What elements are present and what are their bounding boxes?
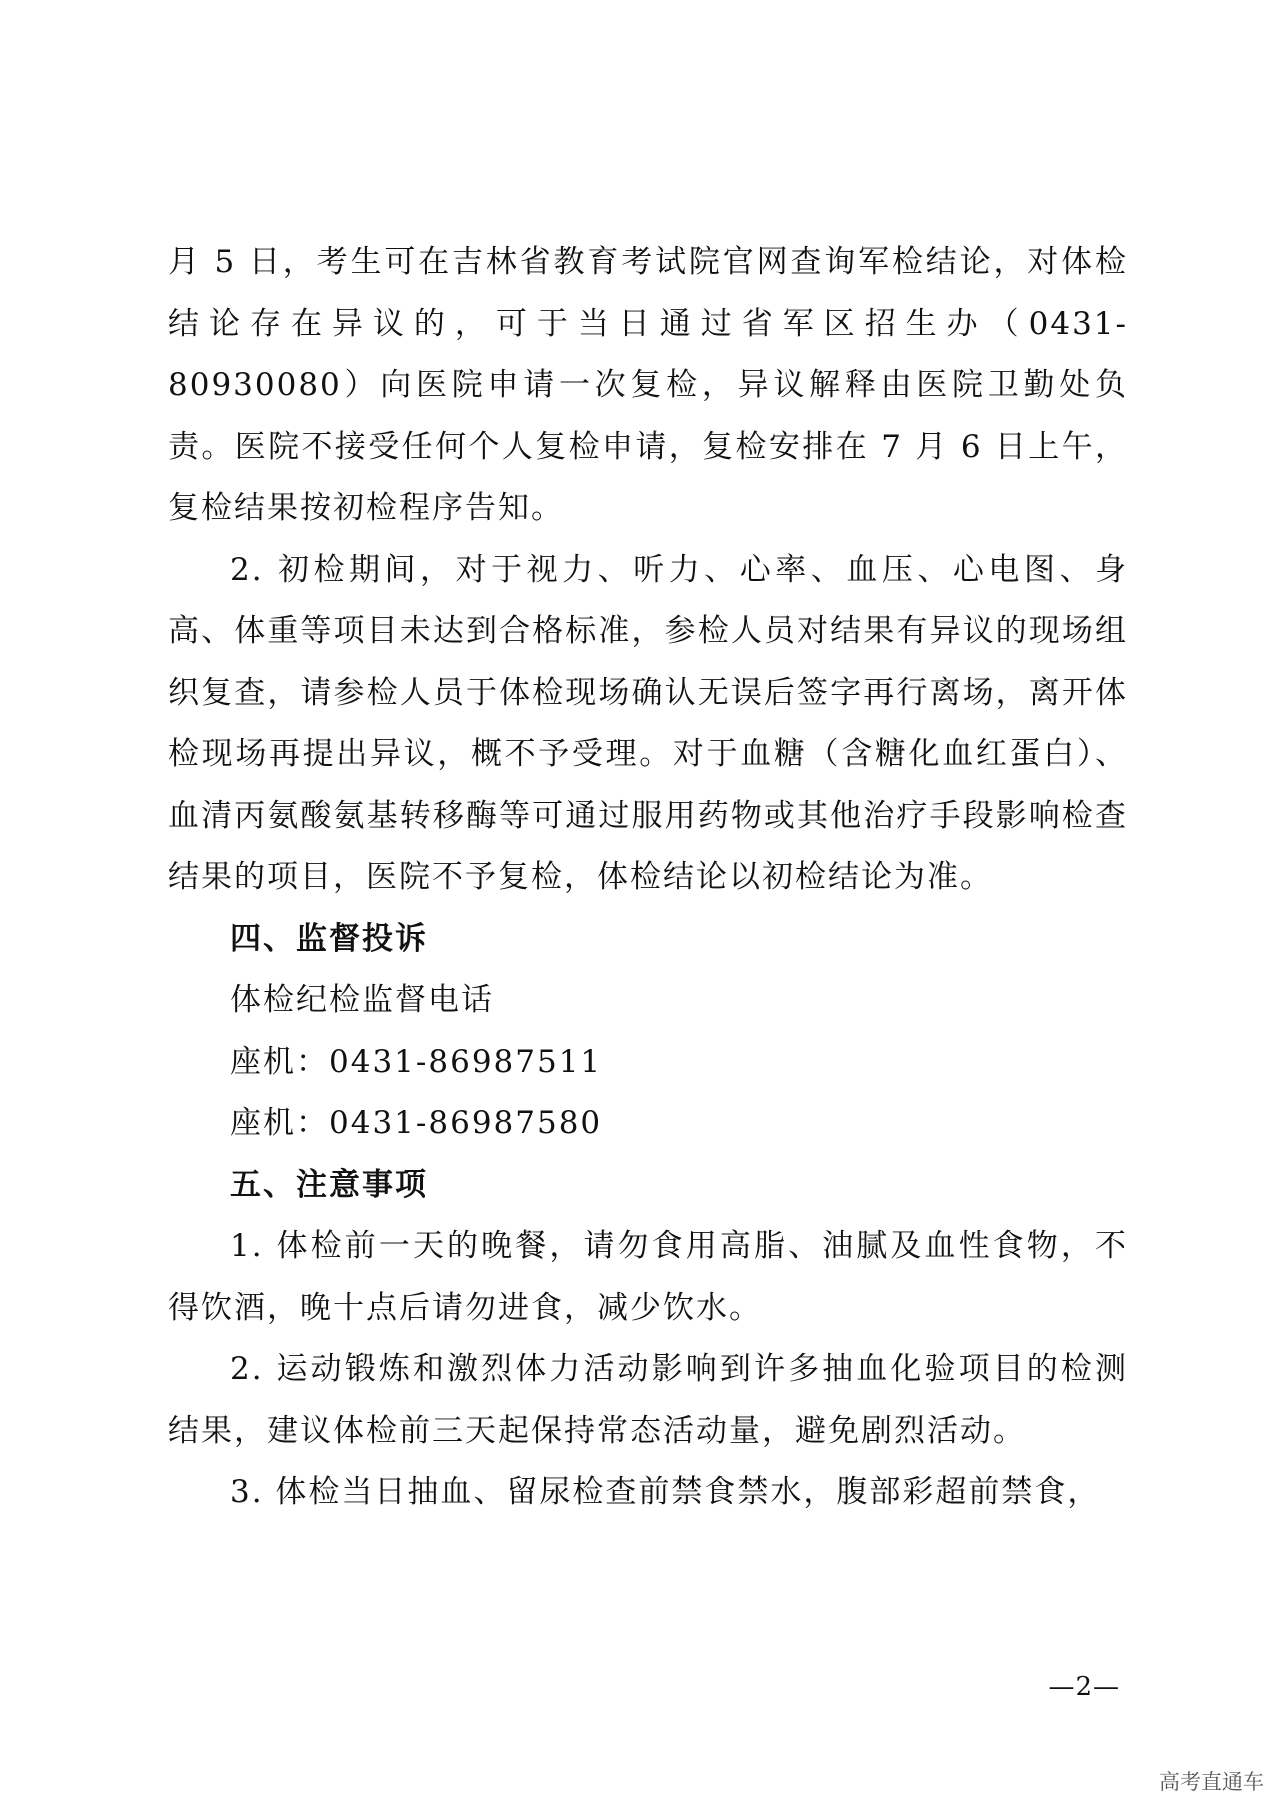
page-number: —2— [1048,1672,1120,1702]
supervision-phone-1: 座机：0431-86987511 [230,1043,603,1080]
supervision-phone-title: 体检纪检监督电话 [230,982,494,1018]
note-item-3: 3. 体检当日抽血、留尿检查前禁食禁水，腹部彩超前禁食， [230,1474,1101,1510]
section-heading-supervision: 四、监督投诉 [230,920,428,957]
supervision-phone-2: 座机：0431-86987580 [230,1105,603,1141]
watermark: 高考直通车 [1159,1770,1264,1794]
paragraph-continued: 月 5 日，考生可在吉林省教育考试院官网查询军检结论，对体检结论存在异议的，可于当日通过省军区招生办（0431-80930080）向医院申请一次复检，异议解释由医院卫勤处负责。医院不接受任何个人复检申请，复检安排在 7 月 6 日上午，复检结果按初检程序告知。 [168,244,1128,526]
note-item-1: 1. 体检前一天的晚餐，请勿食用高脂、油腻及血性食物，不得饮酒，晚十点后请勿进食，减少饮水。 [168,1228,1128,1326]
document-body [168,232,1128,1524]
section-heading-notes: 五、注意事项 [230,1166,428,1203]
note-item-2: 2. 运动锻炼和激烈体力活动影响到许多抽血化验项目的检测结果，建议体检前三天起保持常态活动量，避免剧烈活动。 [168,1351,1128,1449]
paragraph-recheck-rules: 2. 初检期间，对于视力、听力、心率、血压、心电图、身高、体重等项目未达到合格标准，参检人员对结果有异议的现场组织复查，请参检人员于体检现场确认无误后签字再行离场，离开体检现场再提出异议，概不予受理。对于血糖（含糖化血红蛋白）、血清丙氨酸氨基转移酶等可通过服用药物或其他治疗手段影响检查结果的项目，医院不予复检，体检结论以初检结论为准。 [168,551,1128,895]
